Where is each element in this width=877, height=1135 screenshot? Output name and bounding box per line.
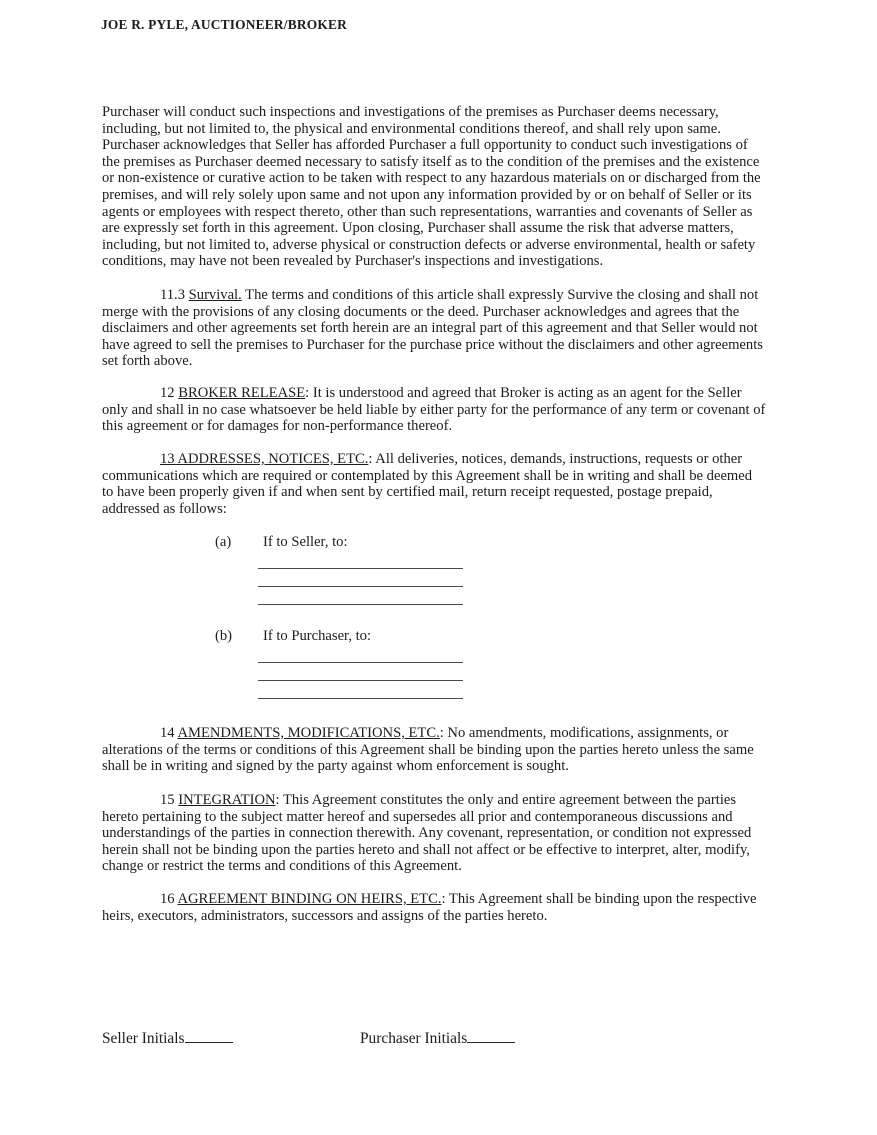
address-blank-line <box>258 569 463 587</box>
section-11-3-survival <box>102 287 767 370</box>
section-number: 16 <box>160 891 178 907</box>
address-blank-line <box>258 663 463 681</box>
section-body: : All deliveries, notices, demands, instructions, requests or other communications which are required or contemplated by this Agreement shall be in writing and shall be deemed to have been properly given if and when sent by certified mail, return receipt requested, postage prepaid, addressed as follows: <box>102 451 753 517</box>
section-body: : This Agreement shall be binding upon the respective heirs, executors, administrators, successors and assigns of the parties hereto. <box>102 891 757 924</box>
address-blank-line <box>258 645 463 663</box>
address-label-row <box>102 628 602 645</box>
section-number: 14 <box>160 725 178 741</box>
section-body: : No amendments, modifications, assignments, or alterations of the terms or conditions of this Agreement shall be binding upon the parties hereto unless the same shall be in writing and signed by the party against whom enforcement is sought. <box>102 725 754 775</box>
address-blank-line <box>258 681 463 699</box>
section-number: 15 <box>160 792 179 808</box>
section-heading: Survival. <box>188 287 242 303</box>
address-blank-line <box>258 587 463 605</box>
section-body: : It is understood and agreed that Broker is acting as an agent for the Seller only and shall in no case whatsoever be held liable by either party for the performance of any term or covenant of this agreement or for damages for non-performance thereof. <box>102 385 766 435</box>
section-number: 11.3 <box>160 287 189 303</box>
paragraph-inspections <box>102 104 767 270</box>
address-item-text: If to Purchaser, to: <box>263 628 372 644</box>
address-blank-line <box>258 551 463 569</box>
section-13-addresses-notices <box>102 451 767 517</box>
section-number: 12 <box>160 385 179 401</box>
section-heading: AMENDMENTS, MODIFICATIONS, ETC. <box>177 725 440 741</box>
purchaser-initials-blank <box>467 1027 515 1043</box>
address-blank-lines <box>258 551 463 605</box>
section-15-integration <box>102 792 767 875</box>
section-16-binding-on-heirs <box>102 891 767 924</box>
seller-initials-label: Seller Initials <box>102 1030 185 1047</box>
section-heading: BROKER RELEASE <box>178 385 306 401</box>
seller-initials-blank <box>185 1027 233 1043</box>
address-label-row <box>102 534 602 551</box>
address-blank-lines <box>258 645 463 699</box>
document-header-title: JOE R. PYLE, AUCTIONEER/BROKER <box>101 17 347 32</box>
seller-initials-line <box>102 1027 233 1048</box>
section-body: The terms and conditions of this article shall expressly Survive the closing and shall not merge with the provisions of any closing documents or the deed. Purchaser acknowledges and agrees that the disclaimers and other agreements set forth herein are an integral part of this agreement and that Seller would not have agreed to sell the premises to Purchaser for the purchase price without the disclaimers and other agreements set forth above. <box>102 287 763 370</box>
address-block-seller <box>102 534 602 605</box>
section-heading: AGREEMENT BINDING ON HEIRS, ETC. <box>177 891 442 907</box>
address-item-letter: (b) <box>215 628 233 644</box>
section-body: : This Agreement constitutes the only and entire agreement between the parties hereto pertaining to the subject matter hereof and supersedes all prior and contemporaneous discussions and understandings of the parties in connection therewith. Any covenant, representation, or condition not expressed herein shall not be binding upon the parties hereto and shall not affect or be effective to interpret, alter, modify, change or restrict the terms and conditions of this Agreement. <box>102 792 752 875</box>
section-12-broker-release <box>102 385 767 435</box>
address-item-letter: (a) <box>215 534 232 550</box>
paragraph-body: Purchaser will conduct such inspections and investigations of the premises as Purchaser deems necessary, including, but not limited to, the physical and environmental conditions thereof, and shall rely upon same. Purchaser acknowledges that Seller has afforded Purchaser a full opportunity to conduct such investigations of the premises as Purchaser deemed necessary to satisfy itself as to the condition of the premises and the existence or non-existence or curative action to be taken with respect to any hazardous materials on or discharged from the premises, and will rely solely upon same and not upon any information provided by or on behalf of Seller or its agents or employees with respect thereto, other than such representations, warranties and covenants of Seller as are expressly set forth in this agreement. Upon closing, Purchaser shall assume the risk that adverse matters, including, but not limited to, adverse physical or construction defects or adverse environmental, health or safety conditions, may have not been revealed by Purchaser's inspections and investigations. <box>102 104 761 270</box>
section-heading: INTEGRATION <box>178 792 276 808</box>
purchaser-initials-label: Purchaser Initials <box>360 1030 468 1047</box>
purchaser-initials-line <box>360 1027 515 1048</box>
section-14-amendments <box>102 725 767 775</box>
address-block-purchaser <box>102 628 602 699</box>
section-heading: 13 ADDRESSES, NOTICES, ETC. <box>160 451 369 467</box>
address-item-text: If to Seller, to: <box>263 534 348 550</box>
